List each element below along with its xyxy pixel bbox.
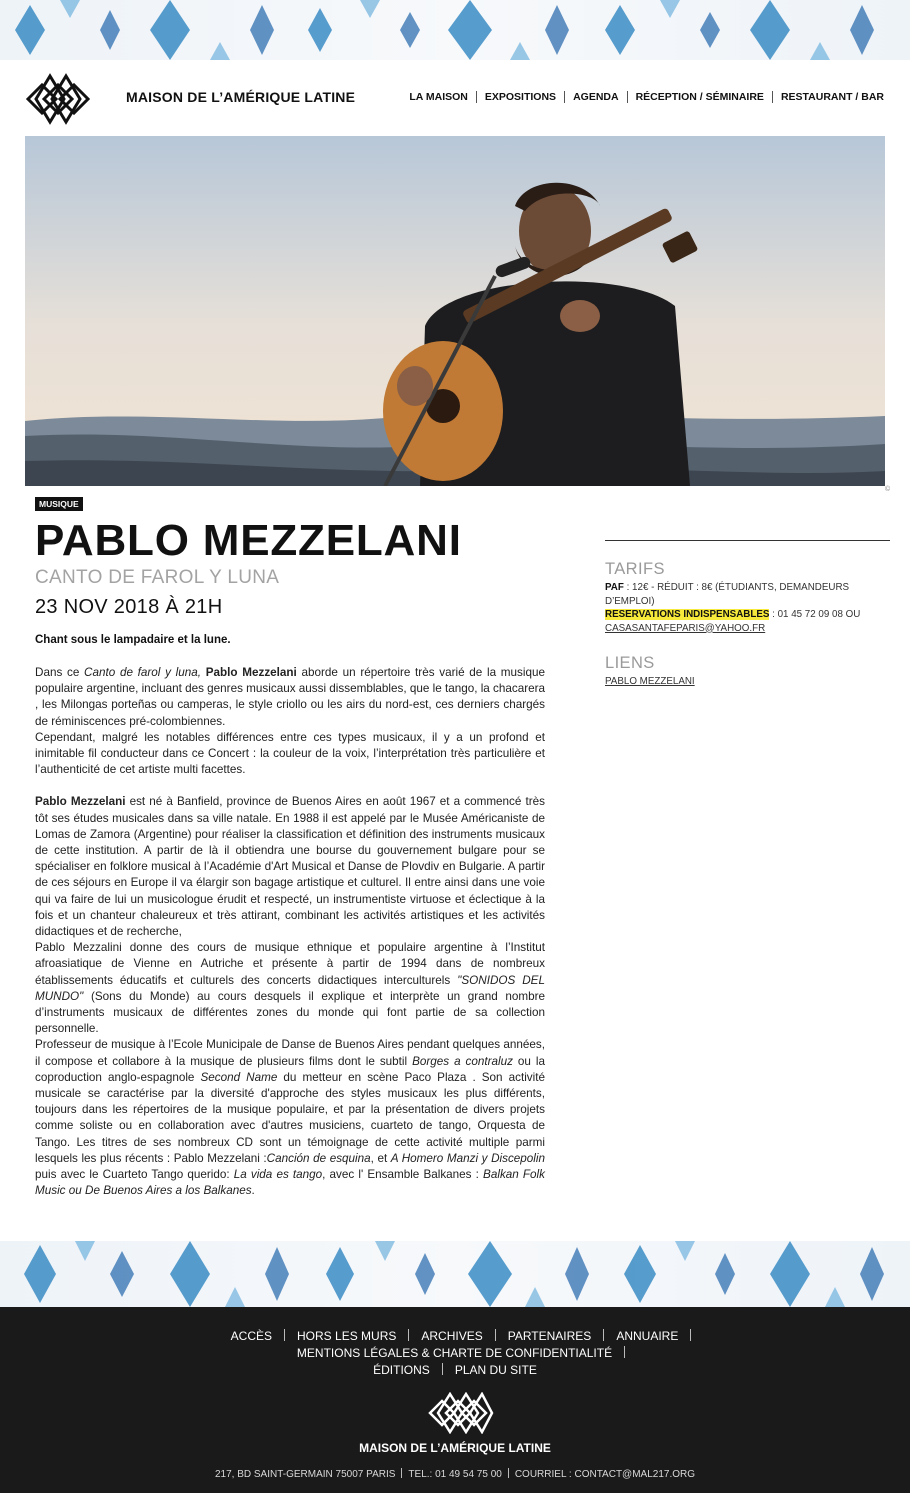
photo-copyright: © bbox=[885, 486, 891, 493]
paragraph: Pablo Mezzelani est né à Banfield, province de Buenos Aires en août 1967 et a commencé très tôt ses études musicales dans sa ville natale. En 1988 il est appelé par le Musée Américaniste de Lomas de Zamora (Argentine) pour réaliser la classification et définition des instruments musicaux de cette institution. A partir de là il obtiendra une bourse du gouvernement bulgare pour se spécialiser en folklore musical à l’Académie d'Art Musical et Danse de Plovdiv en Bulgarie. A partir de ces séjours en Europe il va élargir son bagage artistique et culturel. Il entre ainsi dans une voie qui va faire de lui un musicologue érudit et respecté, un instrumentiste virtuose et éclectique à la fois et un chanteur chaleureux et très attirant, combinant les activités artistiques et les activités didactiques et de recherche, bbox=[35, 795, 545, 939]
paragraph: Professeur de musique à l’Ecole Municipale de Danse de Buenos Aires pendant quelques années, il compose et collabore à la musique de plusieurs films dont le subtil Borges a contraluz ou la coproduction anglo-espagnole Second Name du metteur en scène Paco Plaza . Son activité musicale se caractérise par la diversité d'approche des styles musicaux les plus différents, toujours dans les répertoires de la musique populaire, et par la présentation de divers projets comme soliste ou en collaboration avec d'autres musiciens, cuarteto de tango, Orquesta de Tango. Les titres de ses nombreux CD sont un témoignage de cette activité multiple parmi lesquels les plus récents : Pablo Mezzelani :Canción de esquina, et A Homero Manzi y Discepolin puis avec le Cuarteto Tango querido: La vida es tango, avec l' Ensamble Balkanes : Balkan Folk Music ou De Buenos Aires a los Balkanes. bbox=[35, 1038, 546, 1198]
main-nav bbox=[401, 91, 884, 103]
event-sidebar bbox=[605, 540, 890, 689]
reservation-highlight: RESERVATIONS INDISPENSABLES bbox=[605, 609, 770, 620]
hero-image bbox=[25, 136, 885, 486]
footer-link-archives[interactable]: ARCHIVES bbox=[421, 1329, 483, 1343]
event-title: PABLO MEZZELANI bbox=[35, 516, 462, 565]
footer-address: 217, BD SAINT-GERMAIN 75007 PARIS TEL.: 01 49 54 75 00 COURRIEL : CONTACT@MAL217.ORG bbox=[214, 1469, 696, 1480]
tarifs-heading: TARIFS bbox=[605, 560, 665, 578]
liens-heading: LIENS bbox=[605, 654, 655, 672]
event-date: 23 NOV 2018 À 21H bbox=[35, 596, 223, 618]
footer-links bbox=[60, 1328, 850, 1379]
nav-restaurant-bar[interactable]: RESTAURANT / BAR bbox=[780, 91, 884, 103]
artist-link[interactable]: PABLO MEZZELANI bbox=[605, 676, 695, 687]
footer-divider bbox=[401, 1468, 402, 1478]
site-header bbox=[0, 60, 910, 136]
event-content bbox=[35, 494, 545, 1200]
paragraph: Pablo Mezzalini donne des cours de musique ethnique et populaire argentine à l’Institut afroasiatique de Vienne en Autriche et présente à partir de 1994 dans de nombreux établissements éducatifs et culturels des concerts didactiques interculturels "SONIDOS DEL MUNDO" (Sons du Monde) au cours desquels il explique et interprète un grand nombre d’instruments musicaux de différentes zones du monde qui font partie de sa collection personnelle. bbox=[35, 941, 545, 1036]
paragraph: Dans ce Canto de farol y luna, Pablo Mezzelani aborde un répertoire très varié de la musique populaire argentine, incluant des genres musicaux aussi dissemblables, que le tango, la chacarera , les Milongas porteñas ou camperas, le style criollo ou les airs du nord-est, ces derniers chargés de réminiscences pré-colombiennes. bbox=[35, 666, 546, 728]
footer-divider bbox=[508, 1468, 509, 1478]
event-lead: Chant sous le lampadaire et la lune. bbox=[35, 634, 231, 646]
nav-expositions[interactable]: EXPOSITIONS bbox=[484, 91, 557, 103]
nav-la-maison[interactable]: LA MAISON bbox=[409, 91, 468, 103]
site-footer bbox=[0, 1307, 910, 1493]
paragraph: Cependant, malgré les notables différences entre ces types musicaux, il y a un profond et inimitable fil conducteur dans ce Concert : la couleur de la voix, l’interprétation très particulière et l’authenticité de cet artiste multi facettes. bbox=[35, 730, 545, 777]
reservation-email-link[interactable]: CASASANTAFEPARIS@YAHOO.FR bbox=[605, 622, 766, 634]
footer-link-hors-les-murs[interactable]: HORS LES MURS bbox=[297, 1329, 397, 1343]
site-name[interactable]: MAISON DE L’AMÉRIQUE LATINE bbox=[126, 89, 356, 105]
mal-logo-icon[interactable] bbox=[26, 73, 90, 125]
footer-link-plan-du-site[interactable]: PLAN DU SITE bbox=[454, 1363, 537, 1377]
footer-email[interactable]: COURRIEL : CONTACT@MAL217.ORG bbox=[514, 1469, 696, 1480]
nav-agenda[interactable]: AGENDA bbox=[573, 91, 619, 103]
footer-link-mentions-legales[interactable]: MENTIONS LÉGALES & CHARTE DE CONFIDENTIALITÉ bbox=[296, 1346, 613, 1360]
footer-divider bbox=[690, 1329, 691, 1341]
decorative-pattern-bottom bbox=[0, 1241, 910, 1307]
footer-divider bbox=[624, 1346, 625, 1358]
decorative-pattern-top bbox=[0, 0, 910, 60]
footer-logo-icon[interactable] bbox=[428, 1392, 494, 1434]
tarifs-text: PAF : 12€ - RÉDUIT : 8€ (ÉTUDIANTS, DEMANDEURS D’EMPLOI) RESERVATIONS INDISPENSABLES : 01 45 72 09 08 OU CASASANTAFEPARIS@YAHOO.FR bbox=[605, 582, 861, 634]
event-subtitle: CANTO DE FAROL Y LUNA bbox=[35, 567, 280, 588]
event-description bbox=[35, 665, 545, 1200]
footer-link-partenaires[interactable]: PARTENAIRES bbox=[507, 1329, 592, 1343]
footer-site-name: MAISON DE L’AMÉRIQUE LATINE bbox=[359, 1441, 551, 1455]
footer-link-acces[interactable]: ACCÈS bbox=[230, 1329, 273, 1343]
category-badge[interactable]: MUSIQUE bbox=[35, 497, 83, 511]
footer-link-annuaire[interactable]: ANNUAIRE bbox=[616, 1329, 679, 1343]
footer-link-editions[interactable]: ÉDITIONS bbox=[373, 1363, 430, 1377]
nav-reception-seminaire[interactable]: RÉCEPTION / SÉMINAIRE bbox=[635, 91, 764, 103]
